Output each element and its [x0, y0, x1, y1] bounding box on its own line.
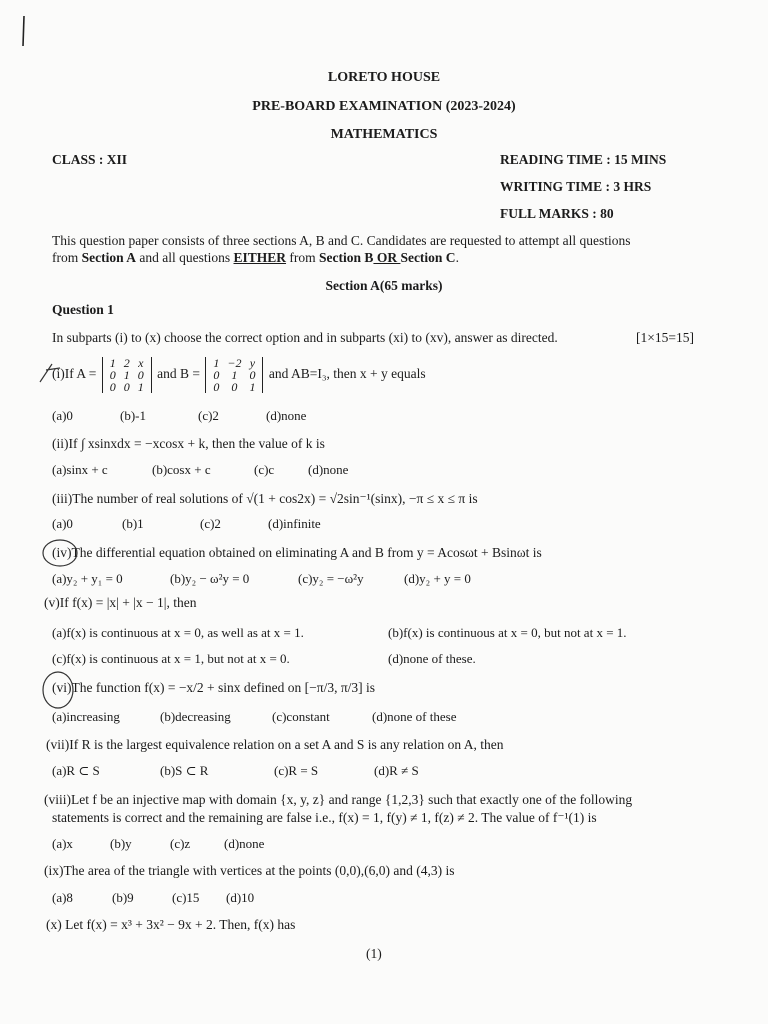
q9-option-c: (c)15 [172, 890, 200, 905]
q5-option-c: (c)f(x) is continuous at x = 1, but not at x = 0. [52, 651, 290, 666]
matrix-b-cell: 0 [213, 367, 220, 382]
q4-option-b: (b)y₂ − ω²y = 0 [170, 571, 250, 586]
matrix-b-cell: 0 [231, 379, 238, 394]
matrix-a-cell: 0 [109, 367, 116, 382]
q3-option-c: (c)2 [200, 516, 221, 531]
matrix-b-cell: −2 [227, 355, 242, 370]
matrix-b-cell: 1 [249, 379, 256, 394]
q1-option-b: (b)-1 [120, 408, 146, 423]
q4-option-d: (d)y₂ + y = 0 [404, 571, 471, 586]
q6-option-a: (a)increasing [52, 709, 120, 724]
q2-option-b: (b)cosx + c [152, 462, 211, 477]
q1-statement: (i)If A = 1 2 x 0 1 0 0 0 1 and B = 1 −2 y 0 1 0 0 0 1 and AB=I₃, then x + y equals [52, 355, 426, 394]
writing-time: WRITING TIME : 3 HRS [500, 179, 652, 194]
q3-option-a: (a)0 [52, 516, 73, 531]
q9-option-d: (d)10 [226, 890, 255, 905]
instructions-line-1: This question paper consists of three sections A, B and C. Candidates are requested to attempt all questions [52, 233, 631, 248]
matrix-b [205, 357, 263, 393]
matrix-a-cell: 2 [123, 355, 130, 370]
q6-statement: (vi)The function f(x) = −x/2 + sinx defined on [−π/3, π/3] is [52, 680, 376, 695]
q10-statement: (x) Let f(x) = x³ + 3x² − 9x + 2. Then, f(x) has [46, 917, 296, 932]
matrix-a-cell: 1 [109, 355, 116, 370]
question-title: Question 1 [52, 302, 114, 317]
q9-option-a: (a)8 [52, 890, 73, 905]
q6-option-d: (d)none of these [372, 709, 457, 724]
q6-option-b: (b)decreasing [160, 709, 231, 724]
q1-option-a: (a)0 [52, 408, 73, 423]
pen-circle-mark [40, 670, 76, 710]
pen-circle-mark [40, 538, 80, 568]
matrix-a-cell: 0 [123, 379, 130, 394]
q5-option-d: (d)none of these. [388, 651, 476, 666]
q2-option-c: (c)c [254, 462, 275, 477]
subject-title: MATHEMATICS [330, 127, 438, 142]
matrix-a-cell: x [138, 355, 144, 370]
q5-statement: (v)If f(x) = |x| + |x − 1|, then [44, 595, 197, 610]
q7-statement: (vii)If R is the largest equivalence relation on a set A and S is any relation on A, then [46, 737, 504, 752]
q7-option-b: (b)S ⊂ R [160, 763, 209, 778]
matrix-a [102, 357, 152, 393]
matrix-b-cell: 1 [213, 355, 220, 370]
section-title: Section A(65 marks) [325, 278, 443, 293]
matrix-b-cell: 0 [213, 379, 220, 394]
q7-option-c: (c)R = S [274, 763, 319, 778]
q4-option-a: (a)y₂ + y₁ = 0 [52, 571, 123, 586]
q9-statement: (ix)The area of the triangle with vertices at the points (0,0),(6,0) and (4,3) is [44, 863, 455, 878]
q2-statement: (ii)If ∫ xsinxdx = −xcosx + k, then the value of k is [52, 436, 325, 451]
full-marks: FULL MARKS : 80 [500, 206, 614, 221]
q1-option-d: (d)none [266, 408, 307, 423]
pen-tick-mark [36, 360, 66, 386]
q5-option-b: (b)f(x) is continuous at x = 0, but not at x = 1. [388, 625, 627, 640]
pen-stroke-mark [18, 14, 30, 48]
q8-option-d: (d)none [224, 836, 265, 851]
q7-option-d: (d)R ≠ S [374, 763, 419, 778]
q9-option-b: (b)9 [112, 890, 134, 905]
q8-statement-line-1: (viii)Let f be an injective map with domain {x, y, z} and range {1,2,3} such that exactly one of the following [44, 792, 633, 807]
matrix-a-cell: 1 [123, 367, 130, 382]
matrix-b-cell: y [249, 355, 256, 370]
reading-time: READING TIME : 15 MINS [500, 152, 667, 167]
q6-option-c: (c)constant [272, 709, 330, 724]
school-name: LORETO HOUSE [327, 70, 441, 85]
q7-option-a: (a)R ⊂ S [52, 763, 100, 778]
instructions-line-2: from Section A and all questions EITHER from Section B OR Section C. [52, 250, 459, 265]
q2-option-a: (a)sinx + c [52, 462, 108, 477]
q3-option-d: (d)infinite [268, 516, 321, 531]
matrix-a-cell: 1 [137, 379, 144, 394]
matrix-a-cell: 0 [109, 379, 116, 394]
class-label: CLASS : XII [52, 152, 128, 167]
matrix-b-cell: 1 [231, 367, 238, 382]
q8-option-c: (c)z [170, 836, 191, 851]
q8-statement-line-2: statements is correct and the remaining are false i.e., f(x) = 1, f(y) ≠ 1, f(z) ≠ 2. The value of f⁻¹(1) is [52, 810, 597, 825]
q3-option-b: (b)1 [122, 516, 144, 531]
matrix-a-cell: 0 [137, 367, 144, 382]
q3-statement: (iii)The number of real solutions of √(1 + cos2x) = √2sin⁻¹(sinx), −π ≤ x ≤ π is [52, 491, 478, 506]
q4-statement: (iv)The differential equation obtained on eliminating A and B from y = Acosωt + Bsinωt is [52, 545, 542, 560]
page-number: (1) [366, 946, 382, 961]
q8-option-a: (a)x [52, 836, 73, 851]
matrix-b-cell: 0 [249, 367, 256, 382]
q8-option-b: (b)y [110, 836, 132, 851]
marks-allocation: [1×15=15] [636, 330, 694, 345]
q4-option-c: (c)y₂ = −ω²y [298, 571, 364, 586]
directions: In subparts (i) to (x) choose the correct option and in subparts (xi) to (xv), answer as directed. [52, 330, 558, 345]
q1-option-c: (c)2 [198, 408, 219, 423]
q5-option-a: (a)f(x) is continuous at x = 0, as well as at x = 1. [52, 625, 304, 640]
exam-title: PRE-BOARD EXAMINATION (2023-2024) [252, 99, 516, 114]
q2-option-d: (d)none [308, 462, 349, 477]
